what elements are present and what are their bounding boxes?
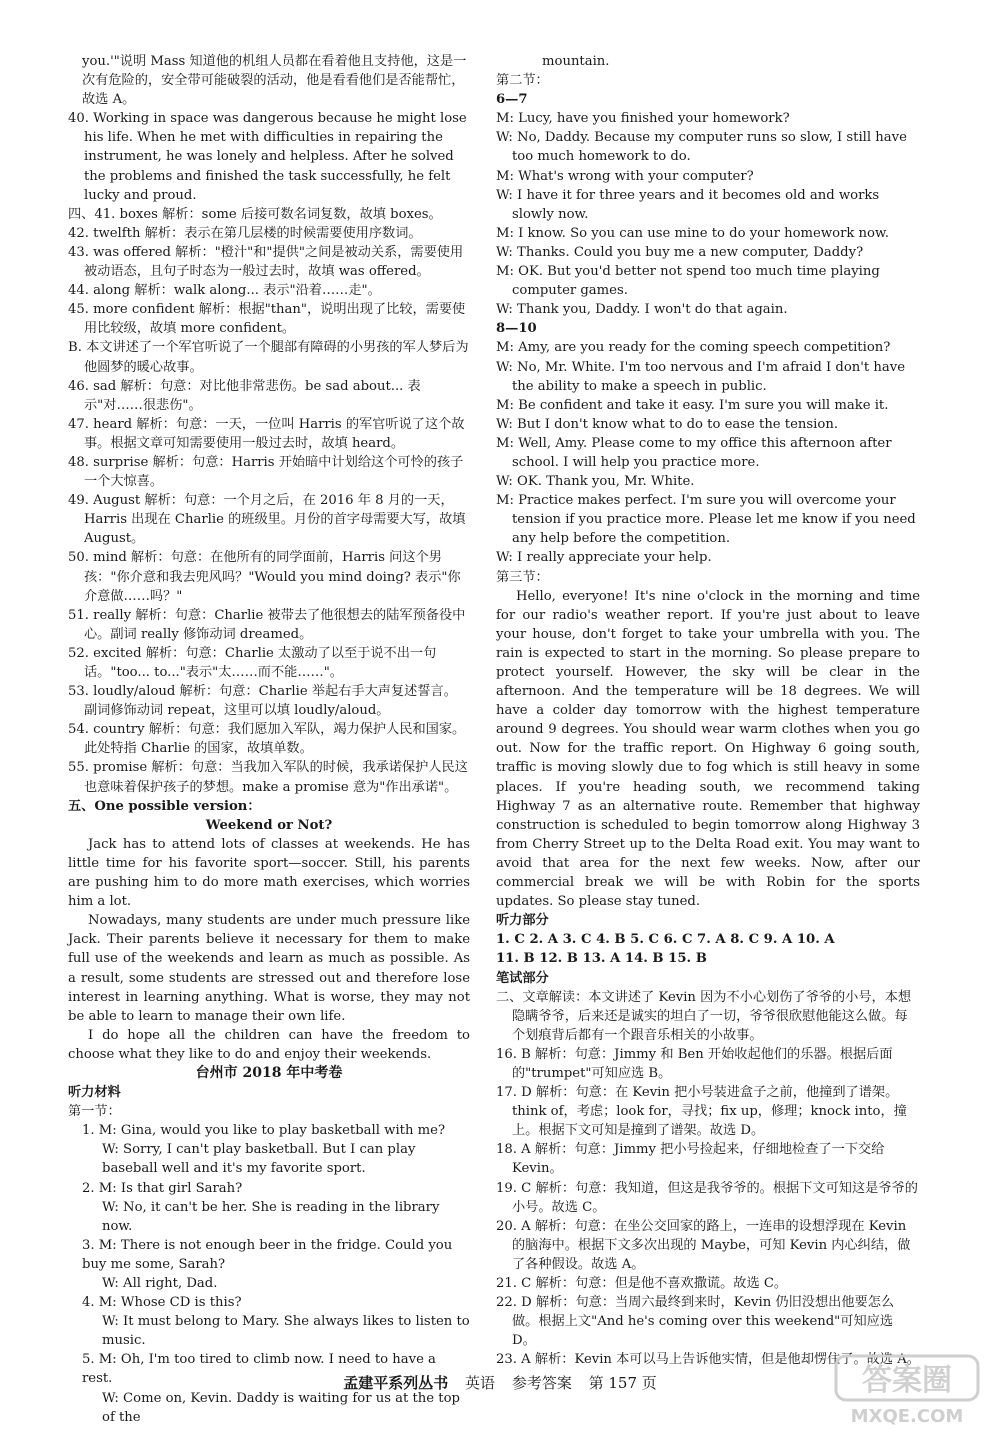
text-line: 46. sad 解析：句意：对比他非常悲伤。be sad about... 表示"对……很悲伤"。 [68,378,421,413]
text-line: W: No, Mr. White. I'm too nervous and I'm afraid I don't have the ability to make a speech in public. [496,359,906,394]
text-line: W: I have it for three years and it becomes old and works slowly now. [496,187,880,222]
text-line: W: No, Daddy. Because my computer runs so slow, I still have too much homework to do. [496,130,907,165]
left-answer-list [68,52,470,797]
text-line: 42. twelfth 解析：表示在第几层楼的时候需要使用序数词。 [68,225,422,241]
text-line: 19. C 解析：句意：我知道，但这是我爷爷的。根据下文可知这是爷爷的小号。故选 C。 [496,1180,918,1215]
text-line: 48. surprise 解析：句意：Harris 开始暗中计划给这个可怜的孩子一个大惊喜。 [68,454,464,490]
weather-report: Hello, everyone! It's nine o'clock in the morning and time for our radio's weather report. If you're just about to leave your house, don't forget to take your umbrella with you. The rain is expected to start in the morning. So please prepare to protect yourself. However, the sky will be clear in the afternoon. And the temperature will be 18 degrees. We will have a colder day tomorrow with the highest temperature around 9 degrees. You should wear warm clothes when you go out. Now for the traffic report. On Highway 6 going south, traffic is moving slowly due to fog which is still heavy in some places. If you're heading south, we recommend taking Highway 7 as an alternative route. Remember that highway construction is scheduled to begin tomorrow along Highway 3 from Cherry Street up to the Delta Road exit. You may want to avoid that area for the next few weeks. Now, after our commercial break we will be with Robin for the sports updates. So please stay tuned. [496,588,920,910]
answers-row-2: 11. B 12. B 13. A 14. B 15. B [496,951,707,967]
text-line: 45. more confident 解析：根据"than"，说明出现了比较，需要使用比较级，故填 more confident。 [68,302,466,337]
footer-page: 第 157 页 [588,1374,657,1392]
text-line: M: I know. So you can use mine to do your homework now. [496,225,889,241]
footer-series: 孟建平系列丛书 [343,1374,449,1392]
text-line: 第二节： [496,73,549,89]
text-line: 6—7 [496,92,528,108]
text-line: 51. really 解析：句意：Charlie 被带去了他很想去的陆军预备役中心。副词 really 修饰动词 dreamed。 [68,607,466,642]
text-line: W: It must belong to Mary. She always likes to listen to music. [102,1314,470,1349]
text-line: I do hope all the children can have the freedom to choose what they like to do and enjoy their weekends. [68,1027,470,1062]
right-script-list [496,52,920,587]
text-line: 53. loudly/aloud 解析：句意：Charlie 举起右手大声复述誓言。副词修饰动词 repeat，这里可以填 loudly/aloud。 [68,684,457,719]
text-line: W: Thanks. Could you buy me a new computer, Daddy? [496,244,864,260]
text-line: 40. Working in space was dangerous because he might lose his life. When he met with difficulties in repairing the instrument, he was lonely and helpless. After he solved the problems and finished the task successfully, he felt lucky and proud. [68,111,467,203]
text-line: 47. heard 解析：句意：一天，一位叫 Harris 的军官听说了这个故事。根据文章可知需要使用一般过去时，故填 heard。 [68,416,465,451]
text-line: 44. along 解析：walk along... 表示"沿着……走"。 [68,283,381,299]
text-line: W: Sorry, I can't play basketball. But I can play baseball well and it's my favorite sport. [102,1142,416,1177]
text-line: mountain. [542,54,610,69]
text-line: 四、41. boxes 解析：some 后接可数名词复数，故填 boxes。 [68,206,442,222]
text-line: 5. M: Oh, I'm too tired to climb now. I need to have a rest. [82,1352,436,1387]
listening-label: 听力材料 [68,1085,121,1101]
text-line: 55. promise 解析：句意：当我加入军队的时候，我承诺保护人民这也意味着保护孩子的梦想。make a promise 意为"作出承诺"。 [68,760,468,795]
text-line: 22. D 解析：句意：当周六最终到来时，Kevin 仍旧没想出他要怎么做。根据上文"And he's coming over this weekend"可知应选 D。 [496,1295,895,1349]
text-line: W: Thank you, Daddy. I won't do that again. [496,302,788,318]
text-line: M: OK. But you'd better not spend too much time playing computer games. [496,264,880,299]
text-line: M: What's wrong with your computer? [496,168,754,184]
text-line: W: I really appreciate your help. [496,550,712,566]
footer-section: 参考答案 [511,1374,572,1392]
text-line: 23. A 解析：Kevin 本可以马上告诉他实情，但是他却愣住了。故选 A。 [496,1352,920,1368]
text-line: you.'"说明 Mass 知道他的机组人员都在看着他且支持他，这是一次有危险的，安全带可能破裂的活动，他是看看他们是否能帮忙，故选 A。 [82,54,467,108]
essay-body [68,835,470,1064]
section-1-label: 第一节： [68,1104,121,1120]
text-line: 第三节： [496,569,549,585]
answers-row-1: 1. C 2. A 3. C 4. B 5. C 6. C 7. A 8. C 9. A 10. A [496,932,835,948]
text-line: 3. M: There is not enough beer in the fridge. Could you buy me some, Sarah? [82,1237,453,1272]
text-line: 17. D 解析：句意：在 Kevin 把小号装进盒子之前，他撞到了谱架。think of，考虑；look for，寻找；fix up，修理；knock into，撞上。根据下文可知是撞到了谱架。故选 D。 [496,1085,907,1139]
text-line: 2. M: Is that girl Sarah? [82,1180,243,1196]
watermark-logo [832,1352,982,1428]
exam-title: 台州市 2018 年中考卷 [195,1064,343,1081]
right-column [496,52,920,1369]
watermark-top-text: 答案圈 [862,1363,952,1398]
text-line: 1. M: Gina, would you like to play basketball with me? [82,1123,446,1139]
text-line: 二、文章解读：本文讲述了 Kevin 因为不小心划伤了爷爷的小号，本想隐瞒爷爷，后来还是诚实的坦白了一切，爷爷很欣慰他能这么做。每个划痕背后都有一个跟音乐相关的小故事。 [496,989,912,1043]
text-line: 18. A 解析：句意：Jimmy 把小号捡起来，仔细地检查了一下交给 Kevin。 [496,1142,885,1177]
text-line: W: But I don't know what to do to ease the tension. [496,416,839,432]
essay-heading: 五、One possible version： [68,798,261,814]
text-line: 52. excited 解析：句意：Charlie 太激动了以至于说不出一句话。"too... to..."表示"太……而不能……"。 [68,645,437,680]
watermark-bottom-text: MXQE.COM [850,1406,964,1427]
listening-part-label: 听力部分 [496,913,549,929]
text-line: M: Lucy, have you finished your homework? [496,111,790,127]
text-line: M: Be confident and take it easy. I'm sure you will make it. [496,397,889,413]
text-line: 54. country 解析：句意：我们愿加入军队，竭力保护人民和国家。此处特指 Charlie 的国家，故填单数。 [68,722,466,757]
text-line: 8—10 [496,321,537,337]
text-line: W: No, it can't be her. She is reading in the library now. [102,1199,440,1234]
text-line: 49. August 解析：句意：一个月之后，在 2016 年 8 月的一天，Harris 出现在 Charlie 的班级里。月份的首字母需要大写，故填 August。 [68,493,466,547]
left-column [68,52,470,1427]
written-answer-list [496,988,920,1370]
text-line: W: Come on, Kevin. Daddy is waiting for us at the top of the [102,1390,460,1425]
text-line: 50. mind 解析：句意：在他所有的同学面前，Harris 问这个男孩："你介意和我去兜风吗？"Would you mind doing? 表示"你介意做……吗？" [68,550,461,604]
text-line: 4. M: Whose CD is this? [82,1295,242,1311]
text-line: M: Practice makes perfect. I'm sure you will overcome your tension if you practice more. Please let me know if you need any help before the competition. [496,493,916,547]
text-line: B. 本文讲述了一个军官听说了一个腿部有障碍的小男孩的军人梦后为他圆梦的暖心故事。 [68,340,469,375]
written-part-label: 笔试部分 [496,970,549,986]
text-line: Nowadays, many students are under much pressure like Jack. Their parents believe it necessary for them to make full use of the weekends and learn as much as possible. As a result, some students are stressed out and therefore lose interest in learning anything. What is worse, they may not be able to learn to manage their own life. [68,913,470,1024]
footer-subject: 英语 [465,1374,496,1392]
text-line: 21. C 解析：句意：但是他不喜欢撒谎。故选 C。 [496,1276,788,1291]
text-line: Jack has to attend lots of classes at weekends. He has little time for his favorite sport—soccer. Still, his parents are pushing him to do more math exercises, which worries him a lot. [68,836,470,910]
text-line: W: OK. Thank you, Mr. White. [496,474,695,490]
text-line: 43. was offered 解析："橙汁"和"提供"之间是被动关系，需要使用被动语态，且句子时态为一般过去时，故填 was offered。 [68,244,464,280]
text-line: M: Well, Amy. Please come to my office this afternoon after school. I will help you practice more. [496,435,892,470]
text-line: W: All right, Dad. [102,1276,218,1291]
text-line: M: Amy, are you ready for the coming speech competition? [496,340,891,356]
text-line: 20. A 解析：句意：在坐公交回家的路上，一连串的设想浮现在 Kevin 的脑海中。根据下文多次出现的 Maybe，可知 Kevin 内心纠结，做了各种假设。故选 A。 [496,1218,911,1272]
essay-title: Weekend or Not? [205,817,333,833]
text-line: 16. B 解析：句意：Jimmy 和 Ben 开始收起他们的乐器。根据后面的"trumpet"可知应选 B。 [496,1046,893,1081]
